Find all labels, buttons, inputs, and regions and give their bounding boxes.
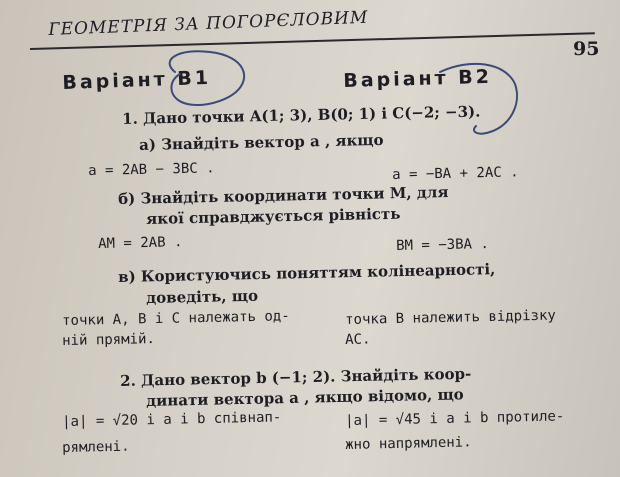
task1b-v1-formula: AM = 2AB . [98,234,183,252]
task1b-v2-formula: BM = −3BA . [396,236,490,254]
page-number: 95 [573,38,600,60]
task2-v2-line2: жно напрямлені. [345,434,472,453]
task1b-title-line1: б) Знайдіть координати точки M, для [118,183,449,208]
header-title: ГЕОМЕТРІЯ ЗА ПОГОРЄЛОВИМ [48,7,369,40]
task1c-title-line1: в) Користуючись поняттям колінеарності, [118,260,496,286]
task1a-title: а) Знайдіть вектор a , якщо [139,130,384,154]
task1c-v1-line2: ній прямій. [62,331,156,349]
task2-v1-line2: рямлені. [62,438,130,456]
task2-intro-line1: 2. Дано вектор b (−1; 2). Знайдіть коор- [120,364,472,390]
variant-b1-heading: Варіант В1 [62,66,212,94]
task1c-v2-line1: точка B належить відрізку [345,307,557,328]
task1b-title-line2: якої справджується рівність [146,204,401,228]
task2-v1-line1: |a| = √20 і a і b співнап- [62,409,282,430]
task1a-v2-formula: a = −BA + 2AC . [392,164,519,183]
task1c-v2-line2: AC. [345,331,371,348]
task1c-title-line2: доведіть, що [146,286,259,307]
task2-intro-line2: динати вектора a , якщо відомо, що [146,385,464,410]
task2-v2-line1: |a| = √45 і a і b протиле- [345,408,565,429]
variant-b2-heading: Варіант В2 [343,65,493,92]
task1c-v1-line1: точки A, B і C належать од- [62,308,290,329]
task1a-v1-formula: a = 2AB − 3BC . [88,160,215,179]
task1-intro: 1. Дано точки A(1; 3), B(0; 1) і C(−2; −3). [122,102,481,128]
